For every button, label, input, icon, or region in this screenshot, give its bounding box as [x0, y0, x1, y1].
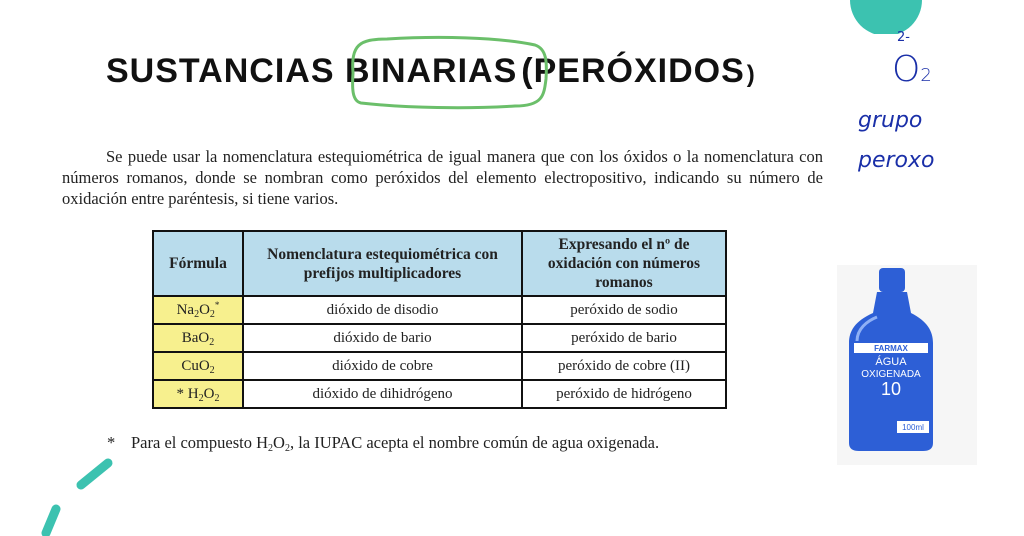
- intro-paragraph: Se puede usar la nomenclatura estequiométrica de igual manera que con los óxidos o la nomenclatura con números romanos, donde se nombran como peróxidos del elemento electropositivo, indicando su número de oxidación entre paréntesis, si tiene varios.: [62, 147, 823, 208]
- table-header-row: [153, 231, 726, 296]
- roman-cell: peróxido de bario: [522, 324, 726, 352]
- title-paren-text: PERÓXIDOS: [533, 52, 745, 90]
- teal-brush-strokes: [36, 455, 116, 536]
- bottle-brand-label: FARMAX: [874, 344, 908, 353]
- handwritten-charge: 2-: [897, 30, 910, 45]
- handwritten-subscript: 2: [920, 65, 932, 86]
- formula-cell: BaO$_2$: [153, 324, 243, 352]
- header-formula: Fórmula: [153, 231, 243, 296]
- roman-cell: peróxido de sodio: [522, 296, 726, 324]
- bottle-label-number: 10: [880, 379, 902, 399]
- roman-cell: peróxido de hidrógeno: [522, 380, 726, 408]
- title-paren-open: (: [521, 52, 534, 90]
- bottle-label-line1: ÁGUA: [875, 356, 907, 368]
- stoich-cell: dióxido de bario: [243, 324, 522, 352]
- teal-corner-circle: [848, 0, 924, 34]
- title-paren-close: ): [746, 61, 756, 88]
- header-stoichiometric: Nomenclatura estequiométrica con prefijos multiplicadores: [243, 231, 522, 296]
- footnote: * Para el compuesto $H_2O_2$, la IUPAC acepta el nombre común de agua oxigenada.: [107, 433, 660, 454]
- table-row: [153, 352, 726, 380]
- header-roman: Expresando el nº de oxidación con números romanos: [522, 231, 726, 296]
- handwritten-o: O: [892, 49, 921, 90]
- footnote-star: *: [107, 433, 116, 452]
- formula-cell: CuO$_2$: [153, 352, 243, 380]
- table-row: [153, 324, 726, 352]
- handwritten-grupo: grupo: [858, 108, 923, 133]
- stoich-cell: dióxido de dihidrógeno: [243, 380, 522, 408]
- table-row: [153, 380, 726, 408]
- stoich-cell: dióxido de disodio: [243, 296, 522, 324]
- handwritten-peroxo: peroxo: [858, 148, 935, 173]
- peroxides-table: [152, 230, 727, 409]
- bottle-label-line2: OXIGENADA: [861, 369, 921, 380]
- binarias-highlight-annotation: [347, 33, 551, 111]
- formula-cell: $Na_2O_2^*$: [153, 296, 243, 324]
- table-row: [153, 296, 726, 324]
- formula-cell: * $H_2O_2$: [153, 380, 243, 408]
- roman-cell: peróxido de cobre (II): [522, 352, 726, 380]
- stoich-cell: dióxido de cobre: [243, 352, 522, 380]
- bottle-label-volume: 100ml: [902, 423, 924, 432]
- handwritten-formula: [892, 49, 932, 94]
- title-main: SUSTANCIAS BINARIAS: [106, 52, 518, 90]
- hydrogen-peroxide-bottle-image: [837, 265, 977, 465]
